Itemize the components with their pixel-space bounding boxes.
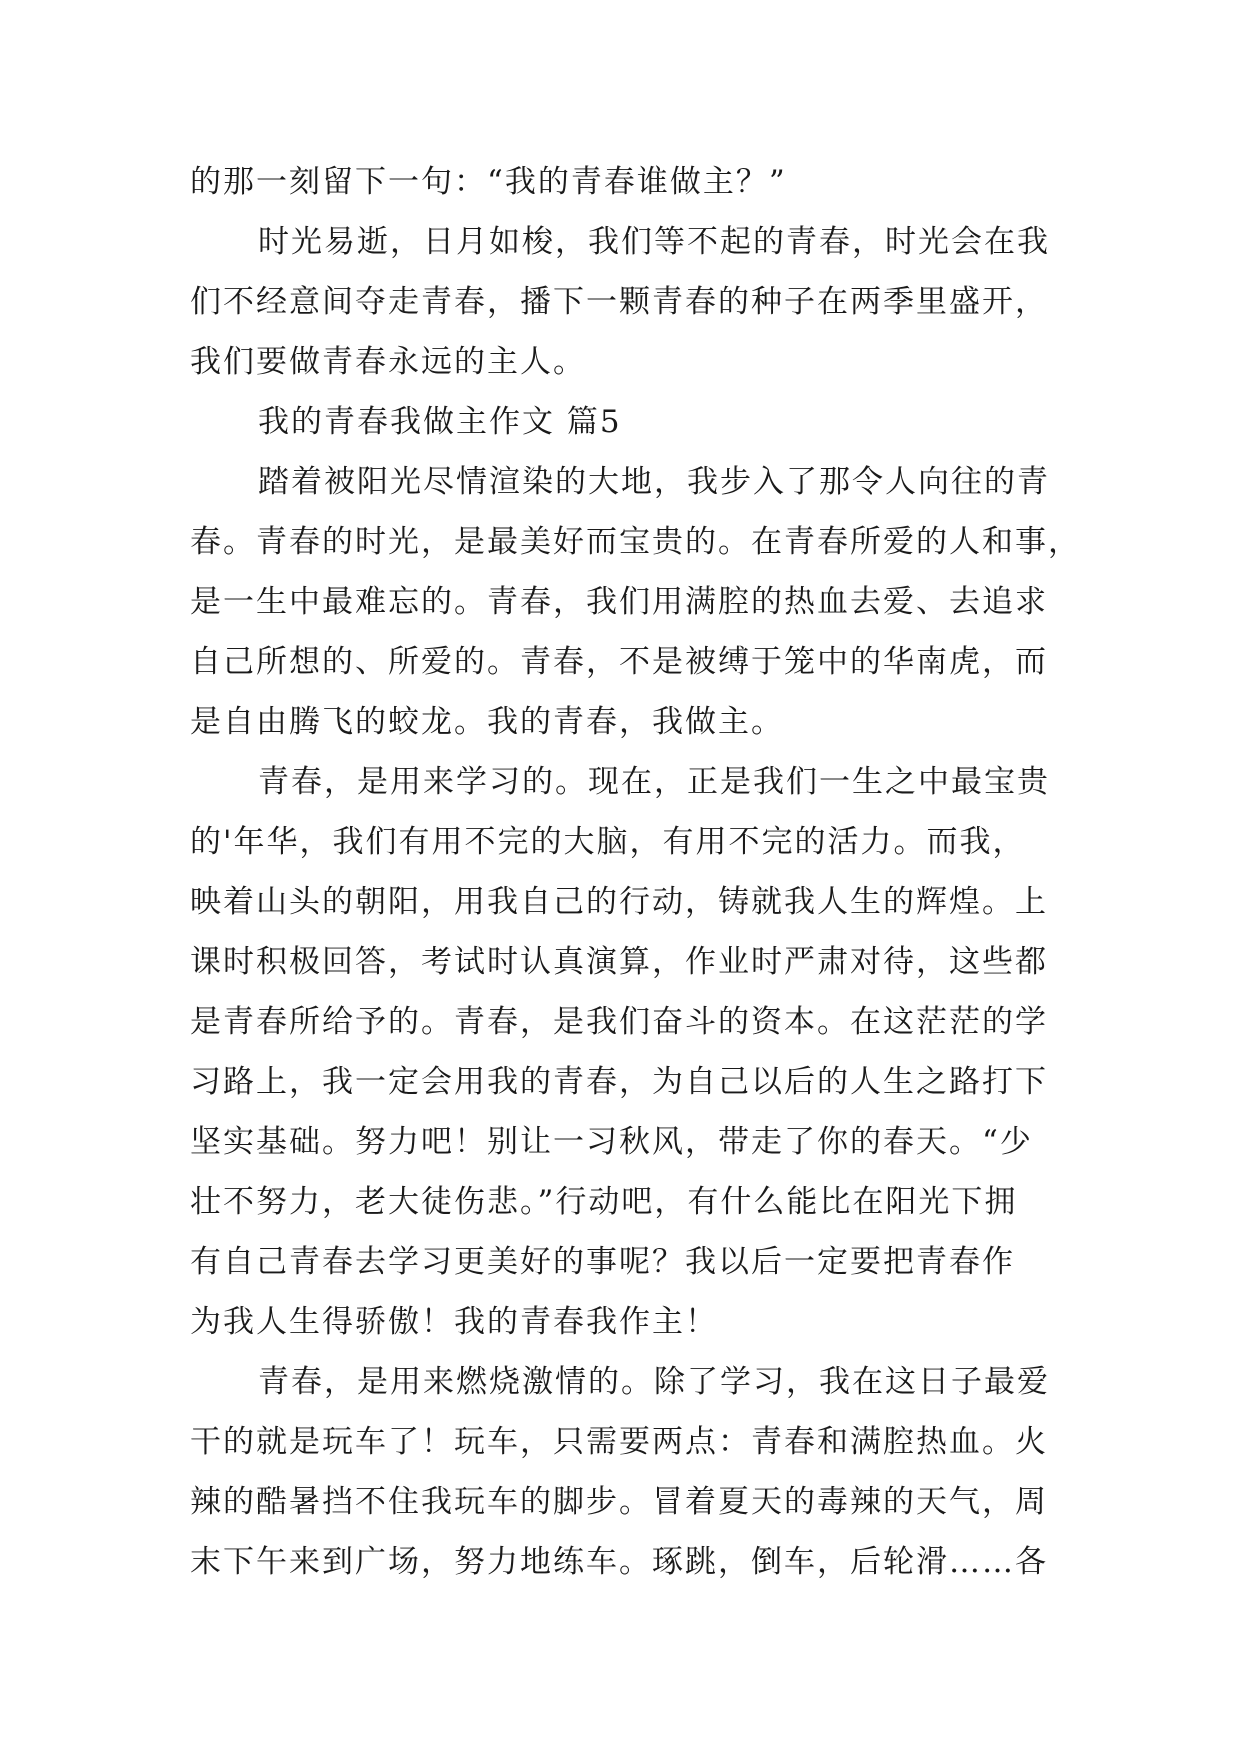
text-line: 末下午来到广场，努力地练车。琢跳，倒车，后轮滑……各: [190, 1544, 1048, 1580]
text-line: 青春，是用来学习的。现在，正是我们一生之中最宝贵: [258, 764, 1050, 800]
text-line: 是一生中最难忘的。青春，我们用满腔的热血去爱、去追求: [190, 584, 1048, 620]
text-line: 干的就是玩车了！玩车，只需要两点：青春和满腔热血。火: [190, 1424, 1048, 1460]
text-line: 是青春所给予的。青春，是我们奋斗的资本。在这茫茫的学: [190, 1004, 1048, 1040]
text-line: 映着山头的朝阳，用我自己的行动，铸就我人生的辉煌。上: [190, 884, 1048, 920]
text-line: 习路上，我一定会用我的青春，为自己以后的人生之路打下: [190, 1064, 1048, 1100]
section-heading: 我的青春我做主作文 篇5: [258, 404, 622, 440]
text-line: 我们要做青春永远的主人。: [190, 344, 586, 380]
text-line: 春。青春的时光，是最美好而宝贵的。在青春所爱的人和事，: [190, 524, 1081, 560]
text-line: 青春，是用来燃烧激情的。除了学习，我在这日子最爱: [258, 1364, 1050, 1400]
text-line: 为我人生得骄傲！我的青春我作主！: [190, 1304, 718, 1340]
text-line: 辣的酷暑挡不住我玩车的脚步。冒着夏天的毒辣的天气，周: [190, 1484, 1048, 1520]
text-line: 踏着被阳光尽情渲染的大地，我步入了那令人向往的青: [258, 464, 1050, 500]
text-line: 自己所想的、所爱的。青春，不是被缚于笼中的华南虎，而: [190, 644, 1048, 680]
text-line: 课时积极回答，考试时认真演算，作业时严肃对待，这些都: [190, 944, 1048, 980]
text-line: 们不经意间夺走青春，播下一颗青春的种子在两季里盛开，: [190, 284, 1048, 320]
text-line: 的'年华，我们有用不完的大脑，有用不完的活力。而我，: [190, 824, 1026, 860]
text-line: 时光易逝，日月如梭，我们等不起的青春，时光会在我: [258, 224, 1050, 260]
text-line: 是自由腾飞的蛟龙。我的青春，我做主。: [190, 704, 784, 740]
text-line: 壮不努力，老大徒伤悲。”行动吧，有什么能比在阳光下拥: [190, 1184, 1018, 1220]
text-line: 有自己青春去学习更美好的事呢？我以后一定要把青春作: [190, 1244, 1015, 1280]
text-line: 的那一刻留下一句：“我的青春谁做主？”: [190, 164, 787, 200]
text-line: 坚实基础。努力吧！别让一习秋风，带走了你的春天。“少: [190, 1124, 1033, 1160]
essay-text-block: [190, 152, 1081, 1592]
